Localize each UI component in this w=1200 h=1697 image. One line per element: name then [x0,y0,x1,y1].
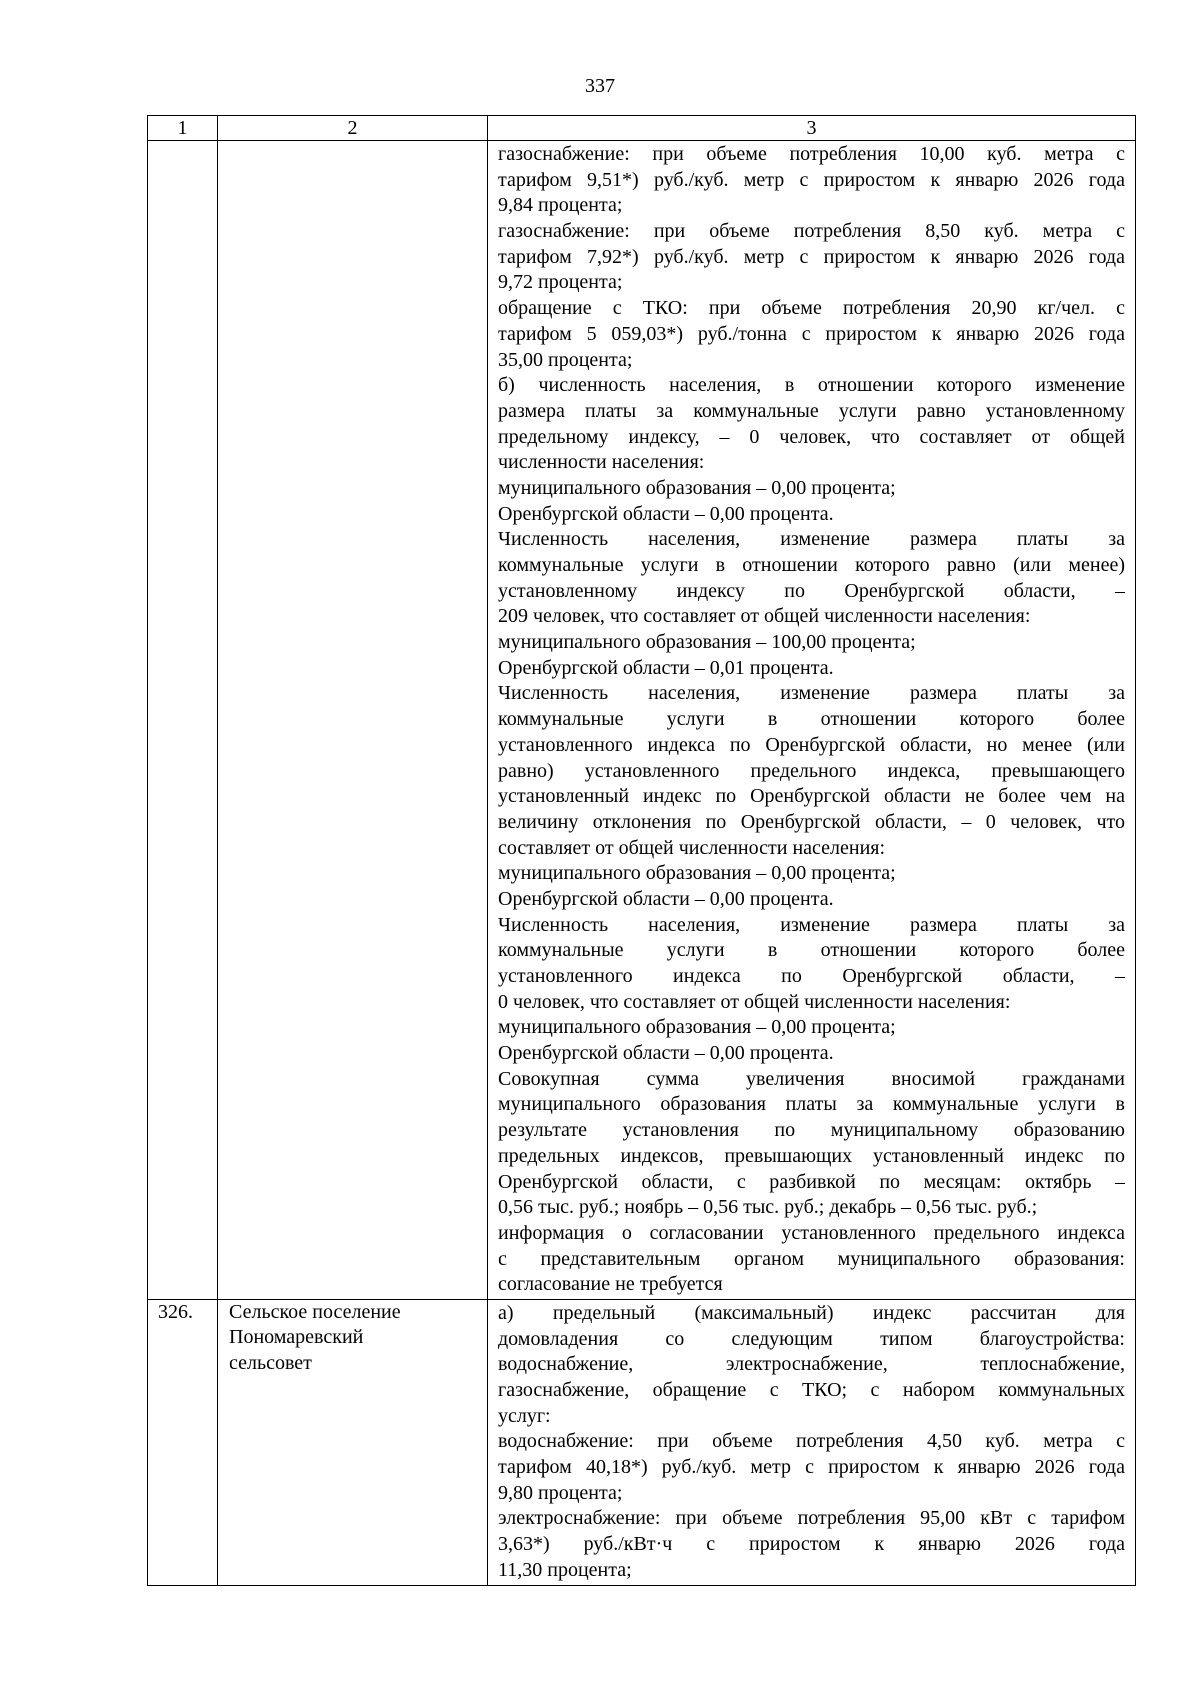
table-row-continued [148,141,1136,1300]
continued-text [498,142,1125,1298]
text-line: Оренбургской области, с разбивкой по месяцам: октябрь – [498,1170,1125,1193]
text-line: установленный индекс по Оренбургской области не более чем на [498,785,1125,808]
text-line: согласование не требуется [498,1273,723,1296]
text-line: тарифом 7,92*) руб./куб. метр с приростом к январю 2026 года [498,245,1125,268]
header-col-3: 3 [488,116,1136,141]
text-line: 9,80 процента; [498,1481,623,1504]
row-326-description-cell [488,1299,1136,1585]
text-line: 35,00 процента; [498,348,633,371]
text-line: установленному индексу по Оренбургской области, – [498,579,1125,602]
text-line: муниципального образования – 0,00 процента; [498,862,896,885]
text-line: газоснабжение: при объеме потребления 8,50 куб. метра с [498,220,1125,243]
text-line: величину отклонения по Оренбургской области, – 0 человек, что [498,810,1125,833]
text-line: Совокупная сумма увеличения вносимой гражданами [498,1067,1125,1090]
text-line: Оренбургской области – 0,00 процента. [498,1042,834,1065]
table-header-row [148,116,1136,141]
text-line: установленного индекса по Оренбургской области, но менее (или [498,733,1125,756]
text-line: водоснабжение: при объеме потребления 4,50 куб. метра с [498,1430,1125,1453]
municipality-name-line: сельсовет [229,1351,312,1374]
header-col-1: 1 [148,116,218,141]
text-line: Численность населения, изменение размера платы за [498,913,1125,936]
text-line: размера платы за коммунальные услуги равно установленному [498,399,1125,422]
text-line: 9,84 процента; [498,194,623,217]
row-number-cell: 326. [148,1299,218,1585]
continued-number-cell [148,141,218,1300]
text-line: услуг: [498,1404,551,1427]
text-line: тарифом 9,51*) руб./куб. метр с приростом к январю 2026 года [498,168,1125,191]
header-col-2: 2 [218,116,488,141]
text-line: обращение с ТКО: при объеме потребления 20,90 кг/чел. с [498,297,1125,320]
table-row-326 [148,1299,1136,1585]
text-line: Оренбургской области – 0,00 процента. [498,887,834,910]
text-line: электроснабжение: при объеме потребления 95,00 кВт с тарифом [498,1507,1125,1530]
text-line: коммунальные услуги в отношении которого равно (или менее) [498,554,1125,576]
text-line: 9,72 процента; [498,271,623,294]
municipality-name-line: Сельское поселение [229,1300,401,1323]
text-line: равно) установленного предельного индекса, превышающего [498,759,1125,782]
page-number: 337 [585,75,615,97]
continued-description-cell [488,141,1136,1300]
text-line: 3,63*) руб./кВт·ч с приростом к январю 2026 года [498,1533,1125,1556]
text-line: информация о согласовании установленного предельного индекса [498,1221,1125,1244]
text-line: Численность населения, изменение размера платы за [498,528,1125,551]
data-table [147,115,1136,1586]
text-line: численности населения: [498,451,705,474]
text-line: 209 человек, что составляет от общей численности населения: [498,605,1031,628]
text-line: тарифом 5 059,03*) руб./тонна с приростом к январю 2026 года [498,322,1125,345]
text-line: предельных индексов, превышающих установленный индекс по [498,1144,1125,1167]
text-line: б) численность населения, в отношении которого изменение [498,374,1125,397]
text-line: установленного индекса по Оренбургской области, – [498,965,1125,987]
continued-name-cell [218,141,488,1300]
text-line: предельному индексу, – 0 человек, что составляет от общей [498,425,1125,448]
text-line: муниципального образования – 0,00 процента; [498,1016,896,1039]
text-line: 11,30 процента; [498,1558,632,1581]
municipality-name-line: Пономаревский [229,1326,364,1349]
text-line: Оренбургской области – 0,01 процента. [498,656,834,679]
text-line: муниципального образования – 0,00 процента; [498,476,896,499]
text-line: тарифом 40,18*) руб./куб. метр с приростом к январю 2026 года [498,1456,1125,1479]
text-line: 0,56 тыс. руб.; ноябрь – 0,56 тыс. руб.; декабрь – 0,56 тыс. руб.; [498,1196,1038,1219]
text-line: водоснабжение, электроснабжение, теплоснабжение, [498,1353,1125,1376]
text-line: с представительным органом муниципального образования: [498,1247,1125,1270]
row-326-text [498,1301,1125,1584]
text-line: газоснабжение, обращение с ТКО; с набором коммунальных [498,1379,1125,1401]
text-line: муниципального образования платы за коммунальные услуги в [498,1093,1125,1116]
text-line: коммунальные услуги в отношении которого более [498,708,1125,731]
text-line: результате установления по муниципальному образованию [498,1119,1125,1142]
text-line: муниципального образования – 100,00 процента; [498,631,916,654]
municipality-name-cell [218,1299,488,1585]
text-line: а) предельный (максимальный) индекс рассчитан для [498,1301,1125,1324]
text-line: газоснабжение: при объеме потребления 10,00 куб. метра с [498,143,1125,165]
text-line: составляет от общей численности населения: [498,836,886,859]
text-line: Оренбургской области – 0,00 процента. [498,502,834,525]
text-line: 0 человек, что составляет от общей численности населения: [498,990,1011,1013]
text-line: домовладения со следующим типом благоустройства: [498,1327,1125,1350]
text-line: Численность населения, изменение размера платы за [498,682,1125,705]
text-line: коммунальные услуги в отношении которого более [498,939,1125,962]
